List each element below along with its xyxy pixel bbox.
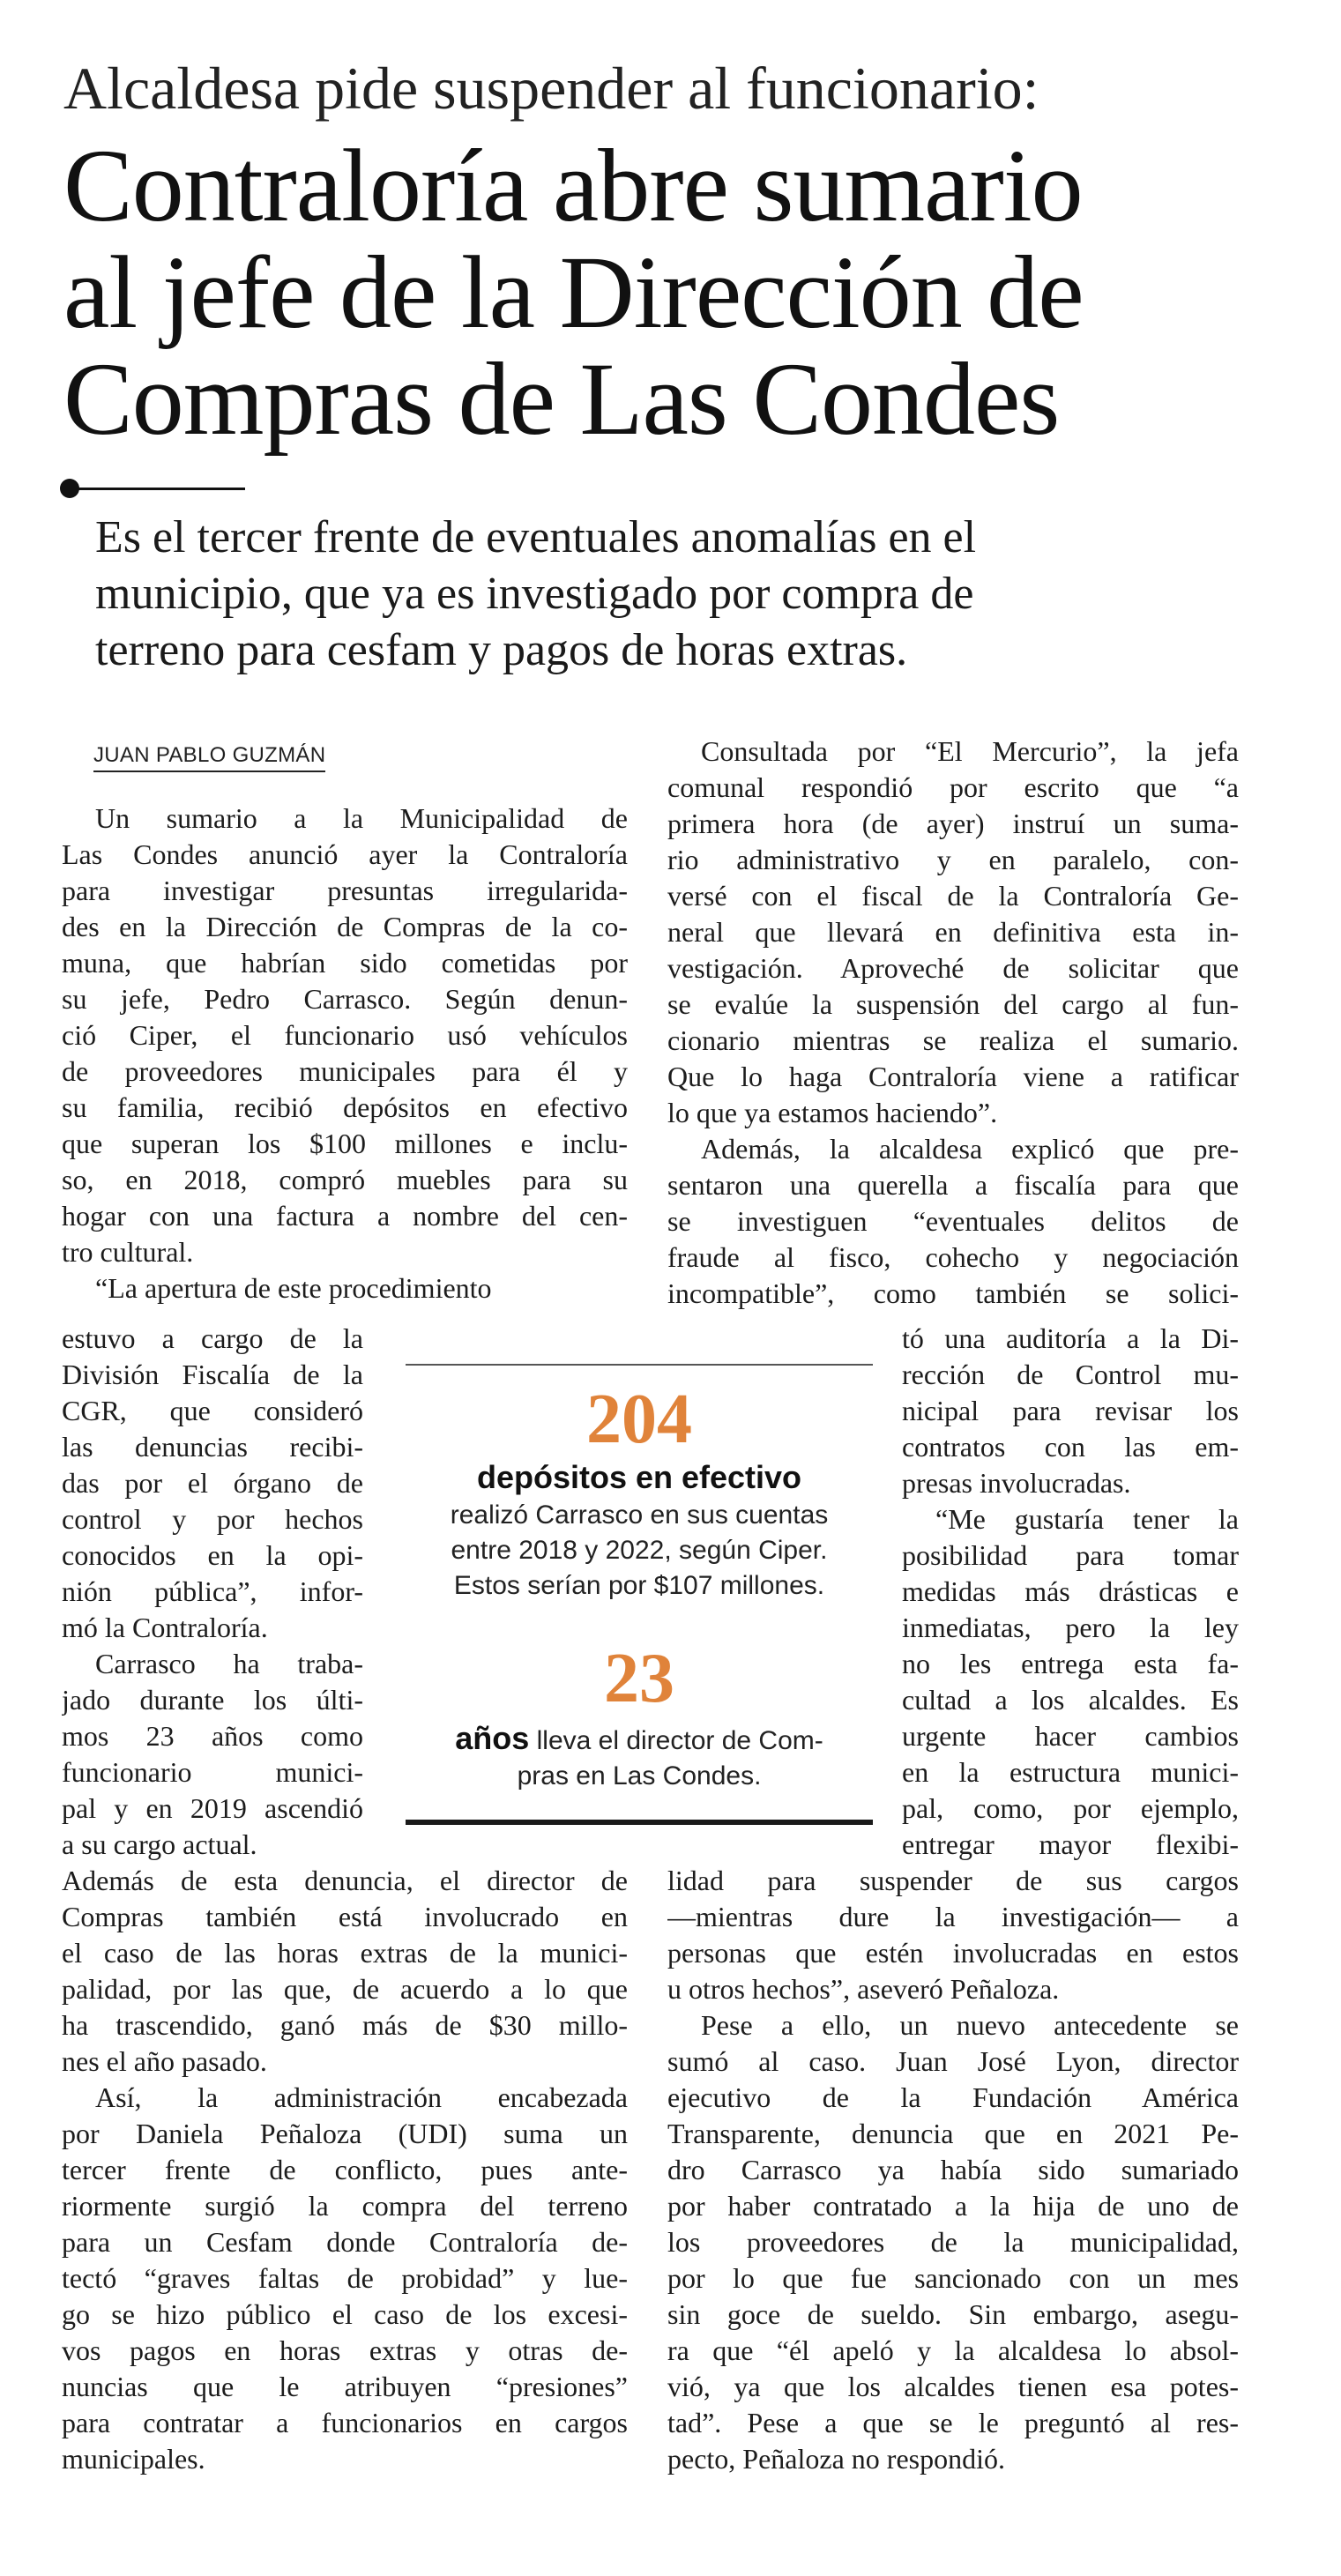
body-text-line: Compras también está involucrado en	[62, 1901, 628, 1932]
body-text-line: contratos con las em-	[902, 1431, 1239, 1463]
body-text-line: pal, como, por ejemplo,	[902, 1792, 1239, 1824]
body-text-line: urgente hacer cambios	[902, 1720, 1239, 1752]
body-text-line: para un Cesfam donde Contraloría de-	[62, 2226, 628, 2258]
body-text-line: u otros hechos”, aseveró Peñaloza.	[667, 1973, 1060, 2005]
body-text-line: tro cultural.	[62, 1236, 194, 1268]
body-text-line: cionario mientras se realiza el sumario.	[667, 1024, 1239, 1056]
body-text-line: sumó al caso. Juan José Lyon, director	[667, 2045, 1239, 2077]
factbox-bottom-rule	[406, 1820, 873, 1825]
body-text-line: muna, que habrían sido cometidas por	[62, 947, 628, 979]
stat-line: Estos serían por $107 millones.	[453, 1571, 825, 1600]
body-text-line: ció Ciper, el funcionario usó vehículos	[62, 1019, 628, 1051]
body-text-line: mos 23 años como	[62, 1720, 363, 1752]
body-text-line: su familia, recibió depósitos en efectivo	[62, 1091, 628, 1123]
body-text-line: go se hizo público el caso de los excesi-	[62, 2298, 628, 2330]
body-text-line: rección de Control mu-	[902, 1359, 1239, 1390]
body-text-line: a su cargo actual.	[62, 1828, 257, 1860]
body-column-left-top	[62, 800, 628, 1307]
body-text-line: riormente surgió la compra del terreno	[62, 2190, 628, 2222]
body-text-line: sin goce de sueldo. Sin embargo, asegu-	[667, 2298, 1239, 2330]
body-text-line: Pese a ello, un nuevo antecedente se	[701, 2009, 1239, 2041]
body-text-line: —mientras dure la investigación— a	[667, 1901, 1239, 1932]
body-text-line: Carrasco ha traba-	[95, 1648, 363, 1679]
body-text-line: rio administrativo y en paralelo, con-	[667, 844, 1239, 875]
body-text-line: tercer frente de conflicto, pues ante-	[62, 2154, 628, 2185]
stat-bold-label: años	[455, 1720, 530, 1756]
body-text-line: su jefe, Pedro Carrasco. Según denun-	[62, 983, 628, 1015]
headline	[63, 128, 1298, 457]
body-text-line: posibilidad para tomar	[902, 1539, 1239, 1571]
body-text-line: los proveedores de la municipalidad,	[667, 2226, 1239, 2258]
body-text-line: de proveedores municipales para él y	[62, 1055, 628, 1087]
body-text-line: no les entrega esta fa-	[902, 1648, 1239, 1679]
body-text-line: que superan los $100 millones e inclu-	[62, 1128, 628, 1159]
body-text-line: para contratar a funcionarios en cargos	[62, 2407, 628, 2438]
body-text-line: conocidos en la opi-	[62, 1539, 363, 1571]
body-text-line: ra que “él apeló y la alcaldesa lo absol-	[667, 2334, 1239, 2366]
body-text-line: estuvo a cargo de la	[62, 1322, 363, 1354]
stat-line: realizó Carrasco en sus cuentas	[450, 1500, 829, 1530]
body-text-line: vestigación. Aproveché de solicitar que	[667, 952, 1239, 984]
headline-line: al jefe de la Dirección de	[63, 235, 1084, 350]
factbox-top-rule	[406, 1364, 873, 1366]
body-text-line: presas involucradas.	[902, 1467, 1131, 1499]
body-text-line: municipales.	[62, 2443, 205, 2475]
body-text-line: versé con el fiscal de la Contraloría Ge-	[667, 880, 1239, 912]
body-text-line: para investigar presuntas irregularida-	[62, 875, 628, 906]
body-column-left-bottom	[62, 1863, 628, 2477]
body-text-line: mó la Contraloría.	[62, 1612, 268, 1643]
body-text-line: nes el año pasado.	[62, 2045, 267, 2077]
body-text-line: Consultada por “El Mercurio”, la jefa	[701, 735, 1239, 767]
body-text-line: das por el órgano de	[62, 1467, 363, 1499]
lead-line: Es el tercer frente de eventuales anomalías en el	[95, 512, 977, 562]
body-text-line: medidas más drásticas e	[902, 1575, 1239, 1607]
body-text-line: so, en 2018, compró muebles para su	[62, 1164, 628, 1195]
body-text-line: lo que ya estamos haciendo”.	[667, 1097, 998, 1128]
body-column-right-top	[667, 733, 1239, 1312]
stat-description-deposits	[406, 1460, 873, 1604]
body-text-line: vos pagos en horas extras y otras de-	[62, 2334, 628, 2366]
body-text-line: se investiguen “eventuales delitos de	[667, 1205, 1239, 1237]
body-text-line: incompatible”, como también se solici-	[667, 1277, 1239, 1309]
body-text-line: funcionario munici-	[62, 1756, 363, 1788]
lead-line: municipio, que ya es investigado por compra de	[95, 569, 974, 619]
byline: JUAN PABLO GUZMÁN	[93, 743, 325, 772]
kicker: Alcaldesa pide suspender al funcionario:	[63, 55, 1039, 122]
body-text-line: pal y en 2019 ascendió	[62, 1792, 363, 1824]
body-text-line: el caso de las horas extras de la munici-	[62, 1937, 628, 1969]
body-text-line: palidad, por las que, de acuerdo a lo que	[62, 1973, 628, 2005]
body-text-line: Además, la alcaldesa explicó que pre-	[701, 1133, 1239, 1165]
stat-description-years	[406, 1721, 873, 1794]
stat-line: pras en Las Condes.	[517, 1761, 762, 1791]
body-text-line: cultad a los alcaldes. Es	[902, 1684, 1239, 1716]
body-text-line: tó una auditoría a la Di-	[902, 1322, 1239, 1354]
stat-bold-label: depósitos en efectivo	[476, 1459, 802, 1495]
body-text-line: fraude al fisco, cohecho y negociación	[667, 1241, 1239, 1273]
body-text-line: comunal respondió por escrito que “a	[667, 771, 1239, 803]
body-text-line: las denuncias recibi-	[62, 1431, 363, 1463]
headline-line: Contraloría abre sumario	[63, 128, 1083, 243]
body-text-line: nuncias que le atribuyen “presiones”	[62, 2371, 628, 2402]
body-text-line: primera hora (de ayer) instruí un suma-	[667, 808, 1239, 839]
stat-number-deposits: 204	[586, 1381, 692, 1458]
body-text-line: control y por hechos	[62, 1503, 363, 1535]
body-text-line: lidad para suspender de sus cargos	[667, 1865, 1239, 1896]
headline-line: Compras de Las Condes	[63, 341, 1060, 457]
body-text-line: ha trascendido, ganó más de $30 millo-	[62, 2009, 628, 2041]
body-text-line: CGR, que consideró	[62, 1395, 363, 1426]
body-text-line: entregar mayor flexibi-	[902, 1828, 1239, 1860]
body-text-line: por haber contratado a la hija de uno de	[667, 2190, 1239, 2222]
body-text-line: Que lo haga Contraloría viene a ratificar	[667, 1061, 1239, 1092]
body-text-line: en la estructura munici-	[902, 1756, 1239, 1788]
body-text-line: personas que estén involucradas en estos	[667, 1937, 1239, 1969]
body-text-line: des en la Dirección de Compras de la co-	[62, 911, 628, 942]
body-text-line: tectó “graves faltas de probidad” y lue-	[62, 2262, 628, 2294]
body-text-line: nicipal para revisar los	[902, 1395, 1239, 1426]
stat-line: lleva el director de Com-	[529, 1726, 823, 1755]
body-text-line: dro Carrasco ya había sido sumariado	[667, 2154, 1239, 2185]
body-text-line: “La apertura de este procedimiento	[95, 1272, 492, 1304]
body-text-line: Transparente, denuncia que en 2021 Pe-	[667, 2118, 1239, 2149]
body-text-line: vió, ya que los alcaldes tienen esa potes-	[667, 2371, 1239, 2402]
divider-rule	[72, 488, 245, 490]
body-text-line: Así, la administración encabezada	[95, 2081, 628, 2113]
body-column-left-wrap	[62, 1321, 363, 1863]
body-text-line: hogar con una factura a nombre del cen-	[62, 1200, 628, 1232]
lead-line: terreno para cesfam y pagos de horas extras.	[95, 625, 908, 675]
body-text-line: ejecutivo de la Fundación América	[667, 2081, 1239, 2113]
body-text-line: nión pública”, infor-	[62, 1575, 363, 1607]
body-text-line: se evalúe la suspensión del cargo al fun-	[667, 988, 1239, 1020]
body-text-line: inmediatas, pero la ley	[902, 1612, 1239, 1643]
body-text-line: sentaron una querella a fiscalía para que	[667, 1169, 1239, 1201]
body-text-line: por Daniela Peñaloza (UDI) suma un	[62, 2118, 628, 2149]
body-text-line: pecto, Peñaloza no respondió.	[667, 2443, 1005, 2475]
body-text-line: neral que llevará en definitiva esta in-	[667, 916, 1239, 948]
body-text-line: Un sumario a la Municipalidad de	[95, 802, 628, 834]
body-text-line: jado durante los últi-	[62, 1684, 363, 1716]
body-column-right-bottom	[667, 1863, 1239, 2477]
body-text-line: División Fiscalía de la	[62, 1359, 363, 1390]
lead-paragraph	[95, 510, 1259, 679]
stat-line: entre 2018 y 2022, según Ciper.	[451, 1536, 828, 1565]
body-text-line: tad”. Pese a que se le preguntó al res-	[667, 2407, 1239, 2438]
body-text-line: por lo que fue sancionado con un mes	[667, 2262, 1239, 2294]
body-text-line: “Me gustaría tener la	[935, 1503, 1239, 1535]
body-text-line: Además de esta denuncia, el director de	[62, 1865, 628, 1896]
body-text-line: Las Condes anunció ayer la Contraloría	[62, 838, 628, 870]
body-column-right-wrap	[902, 1321, 1239, 1863]
stat-number-years: 23	[604, 1640, 674, 1717]
